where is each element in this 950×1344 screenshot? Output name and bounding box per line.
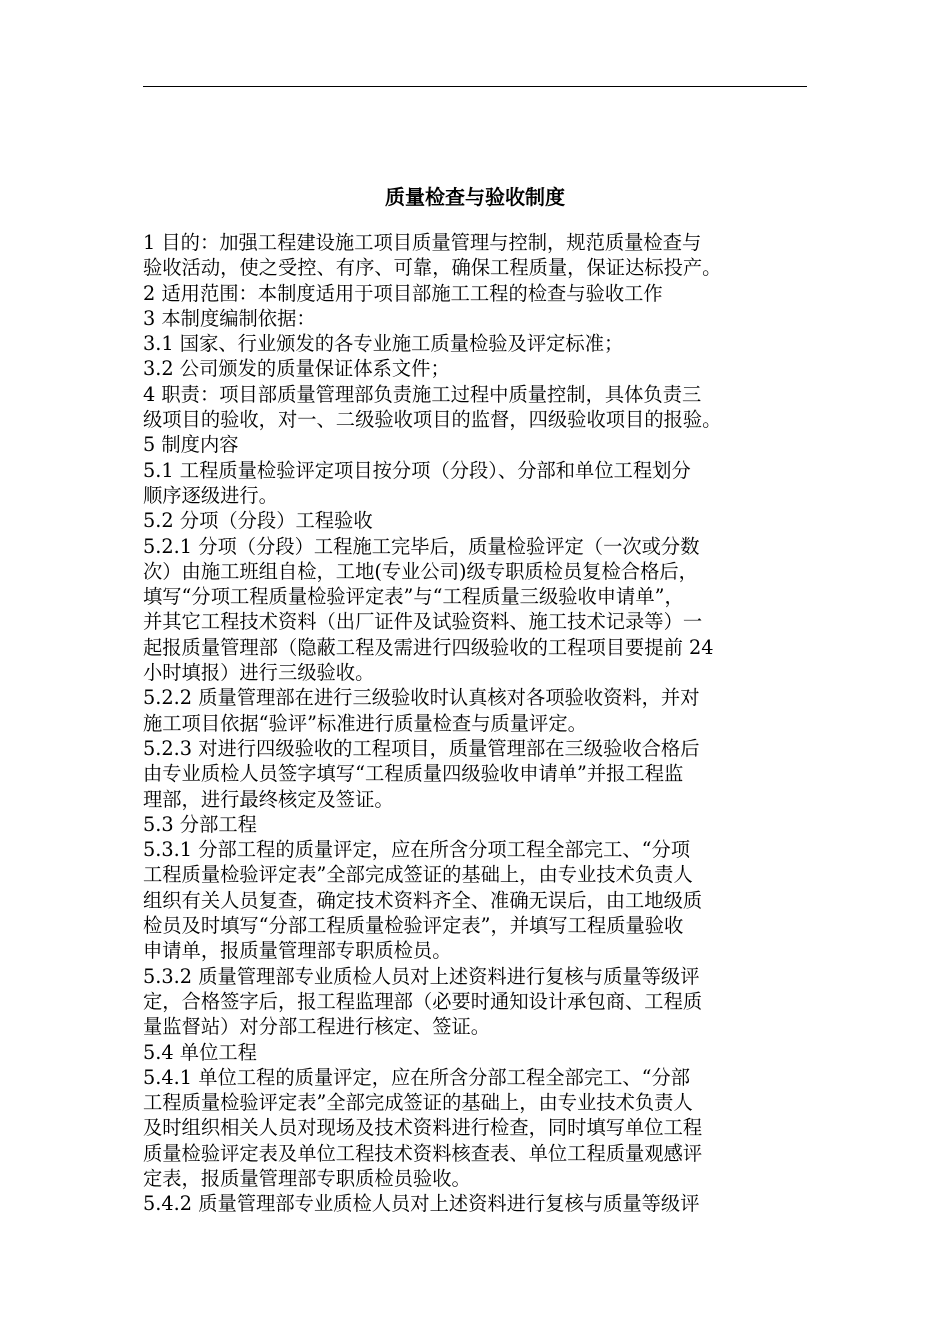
text-line: 5 制度内容 [143,433,239,457]
text-line: 5.3.2 质量管理部专业质检人员对上述资料进行复核与质量等级评 [143,964,700,988]
text-line: 5.2.1 分项（分段）工程施工完毕后，质量检验评定（一次或分数 [143,534,700,558]
text-line: 3.1 国家、行业颁发的各专业施工质量检验及评定标准； [143,332,624,356]
text-line: 5.2 分项（分段）工程验收 [143,509,373,533]
text-line: 5.4.2 质量管理部专业质检人员对上述资料进行复核与质量等级评 [143,1192,700,1216]
text-line: 2 适用范围：本制度适用于项目部施工工程的检查与验收工作 [143,281,663,305]
text-line: 检员及时填写“分部工程质量检验评定表”，并填写工程质量验收 [143,914,684,938]
text-line: 5.1 工程质量检验评定项目按分项（分段）、分部和单位工程划分 [143,458,691,482]
text-line: 级项目的验收，对一、二级验收项目的监督，四级验收项目的报验。 [143,408,722,432]
text-line: 3.2 公司颁发的质量保证体系文件； [143,357,450,381]
document-title: 质量检查与验收制度 [385,185,565,209]
document-body [143,230,809,1217]
text-line: 定表，报质量管理部专职质检员验收。 [143,1166,471,1190]
text-line: 起报质量管理部（隐蔽工程及需进行四级验收的工程项目要提前 24 [143,635,714,659]
text-line: 组织有关人员复查，确定技术资料齐全、准确无误后，由工地级质 [143,888,703,912]
text-line: 5.2.2 质量管理部在进行三级验收时认真核对各项验收资料，并对 [143,686,700,710]
text-line: 定，合格签字后，报工程监理部（必要时通知设计承包商、工程质 [143,989,703,1013]
text-line: 5.3 分部工程 [143,812,257,836]
text-line: 申请单，报质量管理部专职质检员。 [143,939,452,963]
text-line: 质量检验评定表及单位工程技术资料核查表、单位工程质量观感评 [143,1141,703,1165]
text-line: 5.2.3 对进行四级验收的工程项目，质量管理部在三级验收合格后 [143,736,700,760]
text-line: 理部，进行最终核定及签证。 [143,787,394,811]
text-line: 次）由施工班组自检，工地(专业公司)级专职质检员复检合格后， [143,559,698,583]
text-line: 3 本制度编制依据： [143,306,316,330]
text-line: 小时填报）进行三级验收。 [143,661,375,685]
text-line: 并其它工程技术资料（出厂证件及试验资料、施工技术记录等）一 [143,610,703,634]
text-line: 量监督站）对分部工程进行核定、签证。 [143,1015,491,1039]
text-line: 5.3.1 分部工程的质量评定，应在所含分项工程全部完工、“分项 [143,838,691,862]
text-line: 5.4.1 单位工程的质量评定，应在所含分部工程全部完工、“分部 [143,1065,691,1089]
text-line: 及时组织相关人员对现场及技术资料进行检查，同时填写单位工程 [143,1116,703,1140]
text-line: 工程质量检验评定表”全部完成签证的基础上，由专业技术负责人 [143,1091,693,1115]
text-line: 顺序逐级进行。 [143,483,278,507]
text-line: 施工项目依据“验评”标准进行质量检查与质量评定。 [143,711,587,735]
text-line: 工程质量检验评定表”全部完成签证的基础上，由专业技术负责人 [143,863,693,887]
text-line: 由专业质检人员签字填写“工程质量四级验收申请单”并报工程监 [143,762,684,786]
text-line: 4 职责：项目部质量管理部负责施工过程中质量控制，具体负责三 [143,382,702,406]
header-rule [143,86,807,87]
text-line: 验收活动，使之受控、有序、可靠，确保工程质量，保证达标投产。 [143,256,722,280]
text-line: 5.4 单位工程 [143,1040,257,1064]
text-line: 填写“分项工程质量检验评定表”与“工程质量三级验收申请单”， [143,585,684,609]
text-line: 1 目的：加强工程建设施工项目质量管理与控制，规范质量检查与 [143,231,702,254]
